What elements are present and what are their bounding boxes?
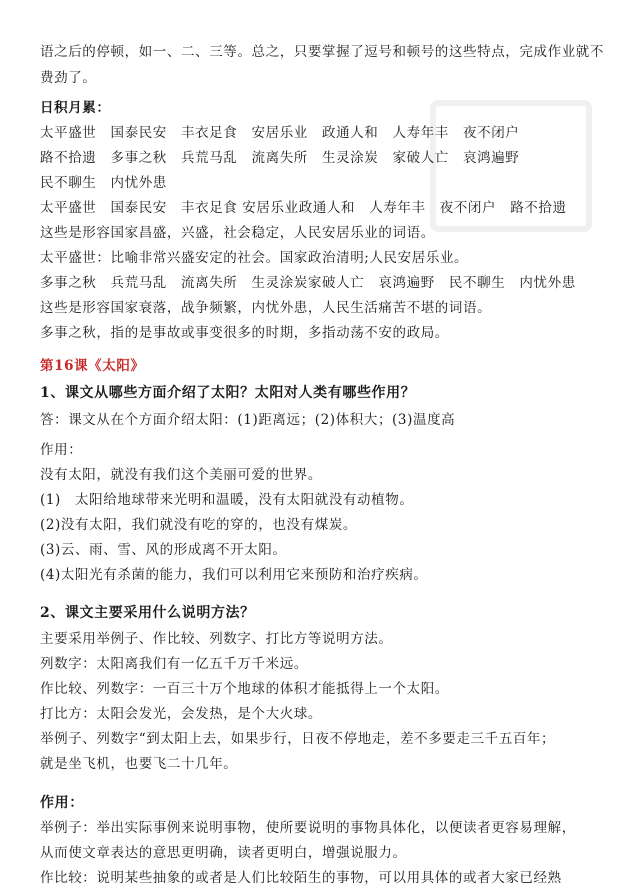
idiom-line: 民不聊生 内忧外患 [40,175,167,191]
text-line: 主要采用举例子、作比较、列数字、打比方等说明方法。 [40,631,393,647]
list-item: (2)没有太阳，我们就没有吃的穿的，也没有煤炭。 [40,517,358,533]
effect-heading: 作用： [40,795,84,811]
text-line: 举例子：举出实际事例来说明事物，使所要说明的事物具体化，以便读者更容易理解， [40,820,576,836]
idiom-line: 太平盛世 国泰民安 丰衣足食 安居乐业政通人和 人寿年丰 夜不闭户 路不拾遗 [40,200,567,216]
text-line: 费劲了。 [40,70,97,86]
text-line: 这些是形容国家昌盛，兴盛，社会稳定，人民安居乐业的词语。 [40,225,435,241]
list-item: (3)云、雨、雪、风的形成离不开太阳。 [40,542,287,558]
answer-line: 答：课文从在个方面介绍太阳：(1)距离远；(2)体积大；(3)温度高 [40,412,456,428]
question-heading-1: 1、课文从哪些方面介绍了太阳？太阳对人类有哪些作用？ [40,385,416,401]
text-line: 作用： [40,442,83,458]
text-line: 举例子、列数字“到太阳上去，如果步行，日夜不停地走，差不多要走三千五百年； [40,731,556,747]
list-item: (4)太阳光有杀菌的能力，我们可以利用它来预防和治疗疾病。 [40,567,428,583]
text-line: 语之后的停顿，如一、二、三等。总之，只要掌握了逗号和顿号的这些特点，完成作业就不 [40,44,604,60]
text-line: 列数字：太阳离我们有一亿五千万千米远。 [40,656,308,672]
lesson-title: 第16课《太阳》 [40,358,145,374]
idiom-line: 多事之秋 兵荒马乱 流离失所 生灵涂炭家破人亡 哀鸿遍野 民不聊生 内忧外患 [40,275,576,291]
text-line: 作比较：说明某些抽象的或者是人们比较陌生的事物，可以用具体的或者大家已经熟 [40,870,562,886]
text-line: 太平盛世：比喻非常兴盛安定的社会。国家政治清明;人民安居乐业。 [40,250,469,266]
text-line: 这些是形容国家衰落，战争频繁，内忧外患，人民生活痛苦不堪的词语。 [40,300,492,316]
text-line: 多事之秋，指的是事故或事变很多的时期，多指动荡不安的政局。 [40,325,449,341]
list-item: (1) 太阳给地球带来光明和温暖，没有太阳就没有动植物。 [40,492,414,508]
section-label-daily-accumulation: 日积月累： [40,100,111,116]
text-line: 从而使文章表达的意思更明确，读者更明白，增强说服力。 [40,845,407,861]
idiom-line: 路不拾遗 多事之秋 兵荒马乱 流离失所 生灵涂炭 家破人亡 哀鸿遍野 [40,150,520,166]
text-line: 就是坐飞机，也要飞二十几年。 [40,756,238,772]
question-heading-2: 2、课文主要采用什么说明方法？ [40,605,255,621]
text-line: 没有太阳，就没有我们这个美丽可爱的世界。 [40,467,322,483]
text-line: 打比方：太阳会发光，会发热，是个大火球。 [40,706,322,722]
idiom-line: 太平盛世 国泰民安 丰衣足食 安居乐业 政通人和 人寿年丰 夜不闭户 [40,125,520,141]
text-line: 作比较、列数字：一百三十万个地球的体积才能抵得上一个太阳。 [40,681,449,697]
